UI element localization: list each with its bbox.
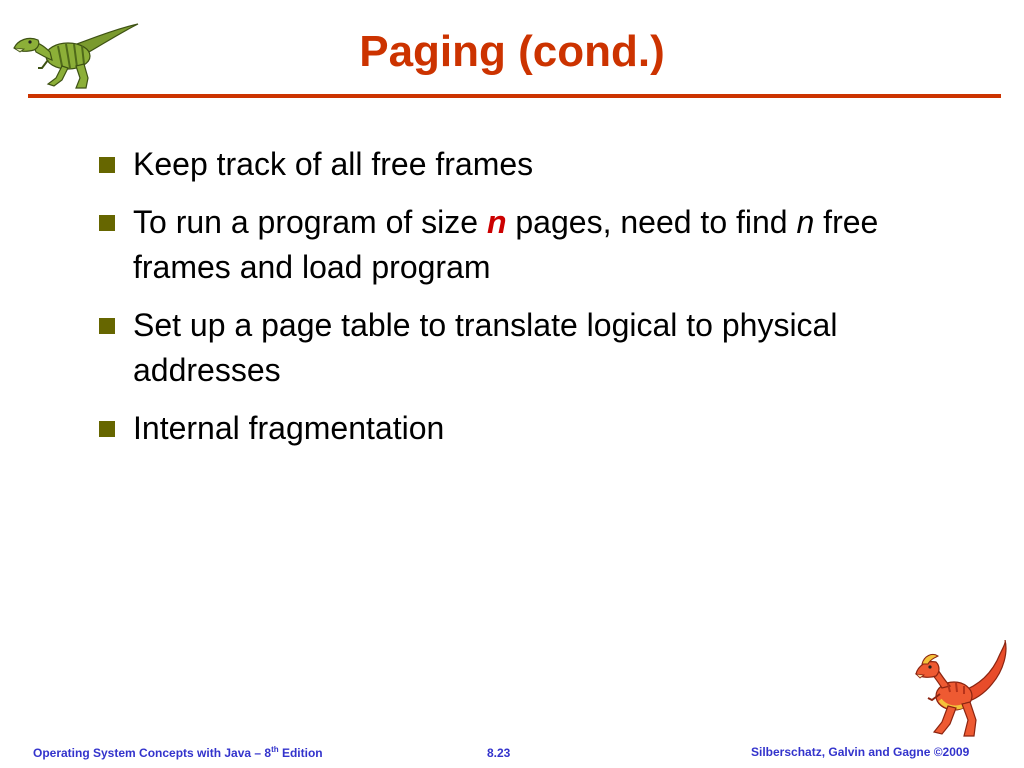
bullet-text: pages, need to find bbox=[506, 204, 797, 240]
square-bullet-icon bbox=[99, 421, 115, 437]
bullet-text: free frames and load program bbox=[133, 204, 879, 285]
title-divider bbox=[28, 94, 1001, 98]
footer-authors: Silberschatz, Galvin and Gagne ©2009 bbox=[751, 745, 970, 759]
italic-variable: n bbox=[796, 204, 815, 240]
bullet-text: To run a program of size bbox=[133, 204, 487, 240]
footer-page-number: 8.23 bbox=[487, 746, 511, 760]
bullet-text: Keep track of all free frames bbox=[133, 146, 534, 182]
square-bullet-icon bbox=[99, 157, 115, 173]
list-item bbox=[96, 200, 916, 290]
list-item bbox=[96, 142, 916, 187]
red-dinosaur-logo-icon bbox=[908, 640, 1012, 744]
footer-book-superscript: th bbox=[271, 745, 279, 754]
square-bullet-icon bbox=[99, 318, 115, 334]
emphasized-variable: n bbox=[486, 204, 507, 240]
footer-book-suffix: Edition bbox=[278, 746, 323, 760]
list-item bbox=[96, 406, 916, 451]
footer-book-title bbox=[33, 745, 323, 761]
page-title: Paging (cond.) bbox=[359, 27, 665, 76]
bullet-text: Set up a page table to translate logical to physical addresses bbox=[133, 307, 838, 388]
list-item bbox=[96, 303, 916, 393]
square-bullet-icon bbox=[99, 215, 115, 231]
footer-book-prefix: Operating System Concepts with Java – 8 bbox=[33, 746, 272, 760]
bullet-text: Internal fragmentation bbox=[133, 410, 445, 446]
bullet-list bbox=[96, 142, 916, 464]
